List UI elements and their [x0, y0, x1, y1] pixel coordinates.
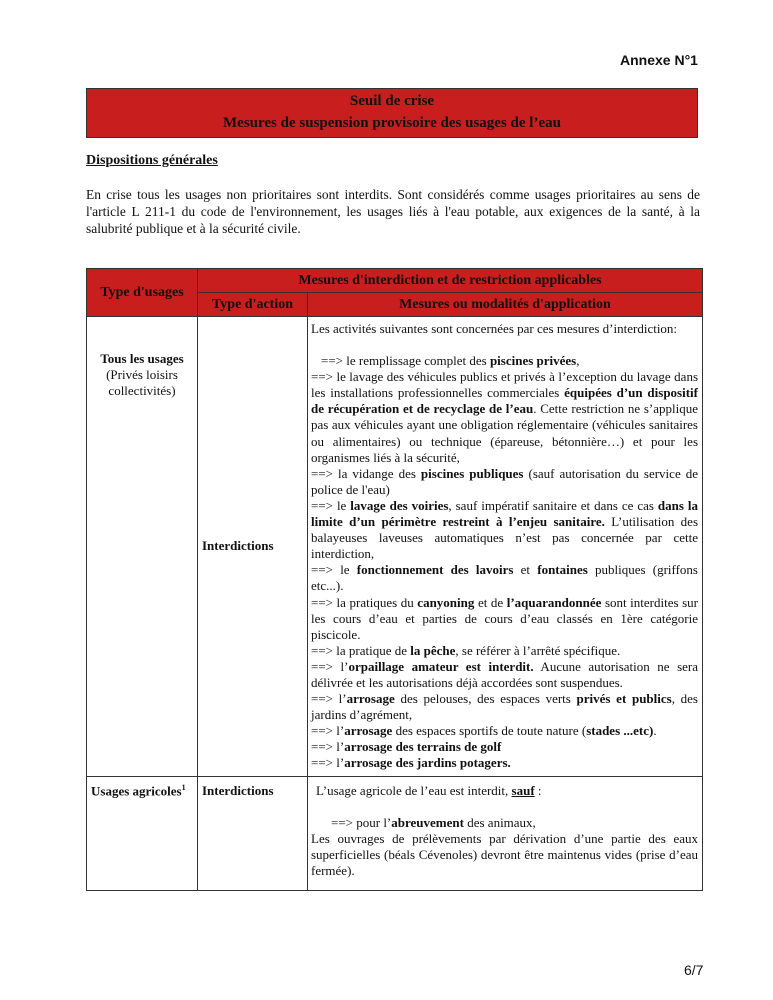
usage-title: Tous les usages: [100, 351, 184, 366]
list-item: ==> l’arrosage des espaces sportifs de toute nature (stades ...etc).: [311, 723, 657, 739]
action-cell: [198, 317, 308, 777]
action-label: Interdictions: [202, 538, 274, 554]
header-mesures: Mesures d'interdiction et de restriction applicables: [198, 269, 703, 293]
footnote-marker: 1: [181, 782, 186, 792]
page-number: 6/7: [684, 962, 704, 978]
section-title: Dispositions générales: [86, 153, 218, 168]
action-cell: [198, 776, 308, 890]
list-item: ==> la vidange des piscines publiques (sauf autorisation du service de police de l'eau): [311, 465, 698, 497]
list-item: ==> pour l’abreuvement des animaux,: [331, 814, 536, 830]
list-item: ==> l’arrosage des jardins potagers.: [311, 755, 511, 771]
header-modalites: Mesures ou modalités d'application: [308, 293, 703, 317]
closing-text: Les ouvrages de prélèvements par dérivation d’une partie des eaux superficielles (béals Cévenoles) devront être maintenus vides (prise d’eau fermée).: [311, 830, 698, 878]
crisis-banner: [86, 88, 698, 138]
header-type-usages: Type d'usages: [87, 269, 198, 317]
measures-cell: [308, 317, 703, 777]
list-item: ==> l’arrosage des terrains de golf: [311, 739, 502, 755]
list-item: ==> l’orpaillage amateur est interdit. Aucune autorisation ne sera délivrée et les autorisations déjà accordées sont suspendues.: [311, 658, 698, 690]
intro-paragraph: En crise tous les usages non prioritaires sont interdits. Sont considérés comme usages prioritaires au sens de l'article L 211-1 du code de l'environnement, les usages liés à l'eau potable, aux exigences de la santé, à la salubrité publique et à la sécurité civile.: [86, 187, 700, 236]
list-item: ==> le lavage des voiries, sauf impératif sanitaire et dans ce cas dans la limite d’un périmètre restreint à l’enjeu sanitaire. L’utilisation des balayeuses laveuses automatiques n’est pas concernée par cette interdiction,: [311, 497, 699, 562]
table-row: [87, 317, 703, 777]
annex-label: Annexe N°1: [620, 52, 698, 68]
table-row: [87, 776, 703, 890]
usage-cell-all: [87, 317, 198, 777]
measures-intro: L’usage agricole de l’eau est interdit, sauf :: [316, 782, 542, 798]
banner-subtitle: Mesures de suspension provisoire des usages de l’eau: [223, 115, 561, 131]
list-item: ==> le lavage des véhicules publics et privés à l’exception du lavage dans les installations professionnelles commerciales équipées d’un dispositif de récupération et de recyclage de l’eau. Cette restriction ne s’applique pas aux véhicules ayant une obligation réglementaire (véhicules sanitaires ou alimentaires) ou technique (épareuse, bétonnière…) et pour les organismes liés à la sécurité,: [311, 369, 699, 465]
list-item: ==> le remplissage complet des piscines privées,: [321, 353, 580, 369]
measures-list: [311, 353, 698, 771]
measures-intro: Les activités suivantes sont concernées par ces mesures d’interdiction:: [311, 321, 678, 336]
header-type-action: Type d'action: [198, 293, 308, 317]
measures-cell: [308, 776, 703, 890]
usage-cell-agricole: [87, 776, 198, 890]
list-item: ==> la pratiques du canyoning et de l’aquarandonnée sont interdites sur les cours d’eau et parties de cours d’eau classés en 1ère catégorie piscicole.: [311, 594, 699, 642]
list-item: ==> l’arrosage des pelouses, des espaces verts privés et publics, des jardins d’agrément,: [311, 691, 698, 723]
list-item: ==> la pratique de la pêche, se référer à l’arrêté spécifique.: [311, 642, 621, 658]
action-label: Interdictions: [202, 782, 274, 798]
usage-title: Usages agricoles: [91, 782, 182, 798]
table-header-row: [87, 269, 703, 293]
usage-subtitle: (Privés loisirs collectivités): [106, 367, 178, 398]
restrictions-table: [86, 268, 703, 891]
list-item: ==> le fonctionnement des lavoirs et fontaines publiques (griffons etc...).: [311, 562, 698, 594]
banner-title: Seuil de crise: [349, 93, 435, 109]
